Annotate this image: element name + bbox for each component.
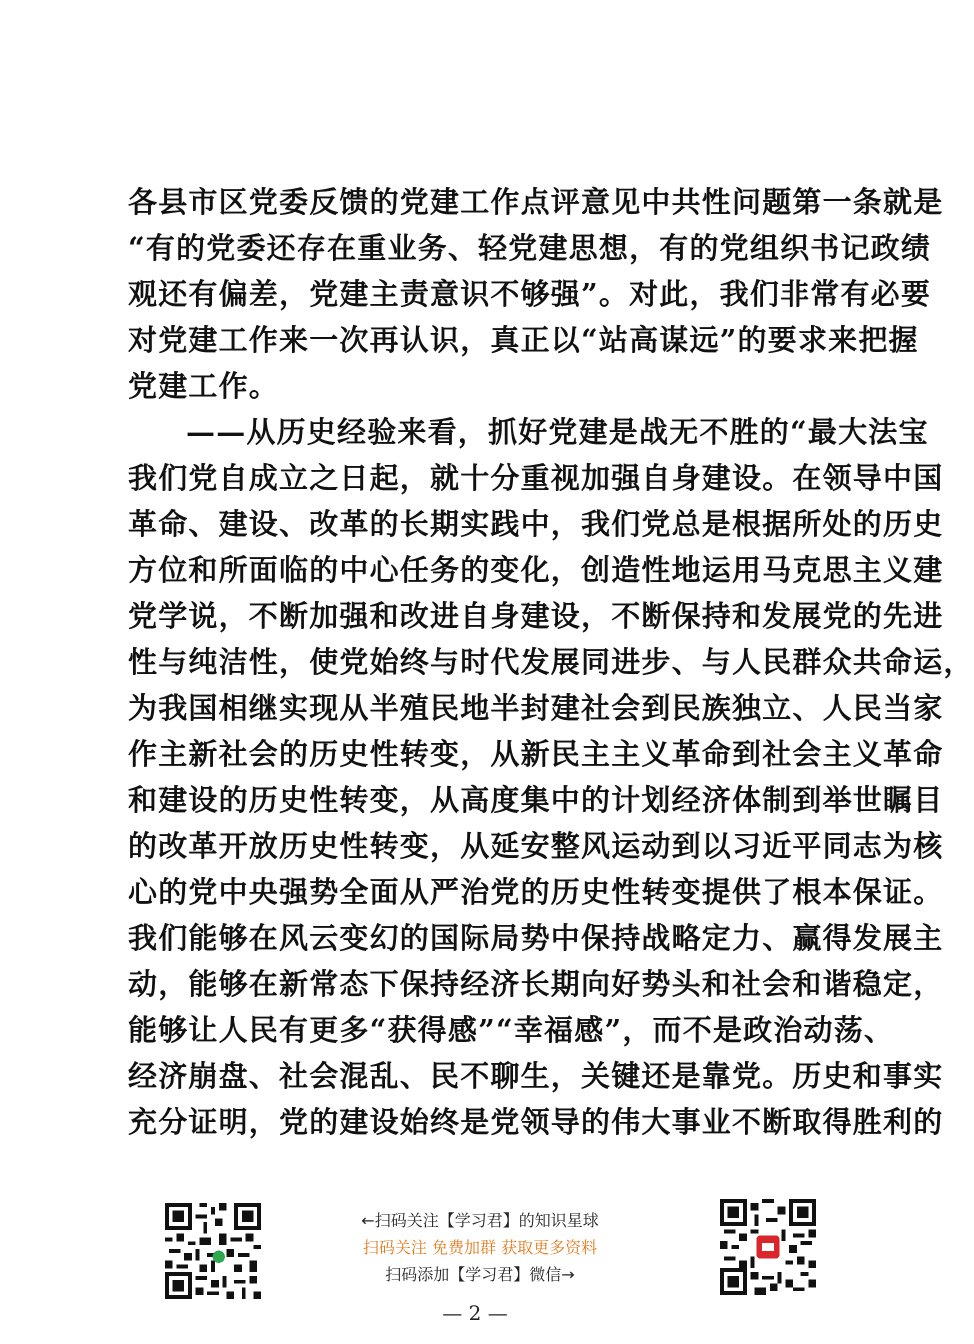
text-line: “有的党委还存在重业务、轻党建思想，有的党组织书记政绩 xyxy=(128,231,932,265)
text-line: 性与纯洁性，使党始终与时代发展同进步、与人民群众共命运， xyxy=(128,645,974,679)
text-line: 我们党自成立之日起，就十分重视加强自身建设。在领导中国 xyxy=(128,461,944,495)
body-text xyxy=(128,179,974,1145)
text-line: ——从历史经验来看，抓好党建是战无不胜的“最大法宝 xyxy=(186,415,929,449)
paragraph-1 xyxy=(128,179,944,409)
text-line: 充分证明，党的建设始终是党领导的伟大事业不断取得胜利的 xyxy=(128,1105,944,1139)
text-line: 对党建工作来一次再认识，真正以“站高谋远”的要求来把握 xyxy=(128,323,919,357)
text-line: 和建设的历史性转变，从高度集中的计划经济体制到举世瞩目 xyxy=(128,783,944,817)
qr-code-right-image[interactable] xyxy=(720,1199,816,1295)
promo-line-1: ←扫码关注【学习君】的知识星球 xyxy=(361,1211,599,1230)
text-line: 方位和所面临的中心任务的变化，创造性地运用马克思主义建 xyxy=(128,553,944,587)
text-line: 经济崩盘、社会混乱、民不聊生，关键还是靠党。历史和事实 xyxy=(128,1059,944,1093)
text-line: 我们能够在风云变幻的国际局势中保持战略定力、赢得发展主 xyxy=(128,921,944,955)
text-line: 为我国相继实现从半殖民地半封建社会到民族独立、人民当家 xyxy=(128,691,944,725)
text-line: 各县市区党委反馈的党建工作点评意见中共性问题第一条就是 xyxy=(128,185,944,219)
text-line: 心的党中央强势全面从严治党的历史性转变提供了根本保证。 xyxy=(128,875,944,909)
promo-line-3: 扫码添加【学习君】微信→ xyxy=(385,1265,575,1284)
text-line: 动，能够在新常态下保持经济长期向好势头和社会和谐稳定， xyxy=(128,967,944,1001)
footer xyxy=(0,1195,950,1344)
text-line: 作主新社会的历史性转变，从新民主主义革命到社会主义革命 xyxy=(128,737,944,771)
text-line: 党建工作。 xyxy=(128,369,280,403)
promo-line-2: 扫码关注 免费加群 获取更多资料 xyxy=(362,1238,598,1257)
text-line: 革命、建设、改革的长期实践中，我们党总是根据所处的历史 xyxy=(128,507,944,541)
text-line: 的改革开放历史性转变，从延安整风运动到以习近平同志为核 xyxy=(128,829,944,863)
text-line: 能够让人民有更多“获得感”“幸福感”，而不是政治动荡、 xyxy=(128,1013,895,1047)
promo-text xyxy=(330,1207,630,1288)
paragraph-2 xyxy=(128,409,974,1145)
text-line: 观还有偏差，党建主责意识不够强”。对此，我们非常有必要 xyxy=(128,277,932,311)
page-number: — 2 — xyxy=(442,1301,508,1325)
text-line: 党学说，不断加强和改进自身建设，不断保持和发展党的先进 xyxy=(128,599,944,633)
qr-code-left-image[interactable] xyxy=(165,1203,261,1299)
